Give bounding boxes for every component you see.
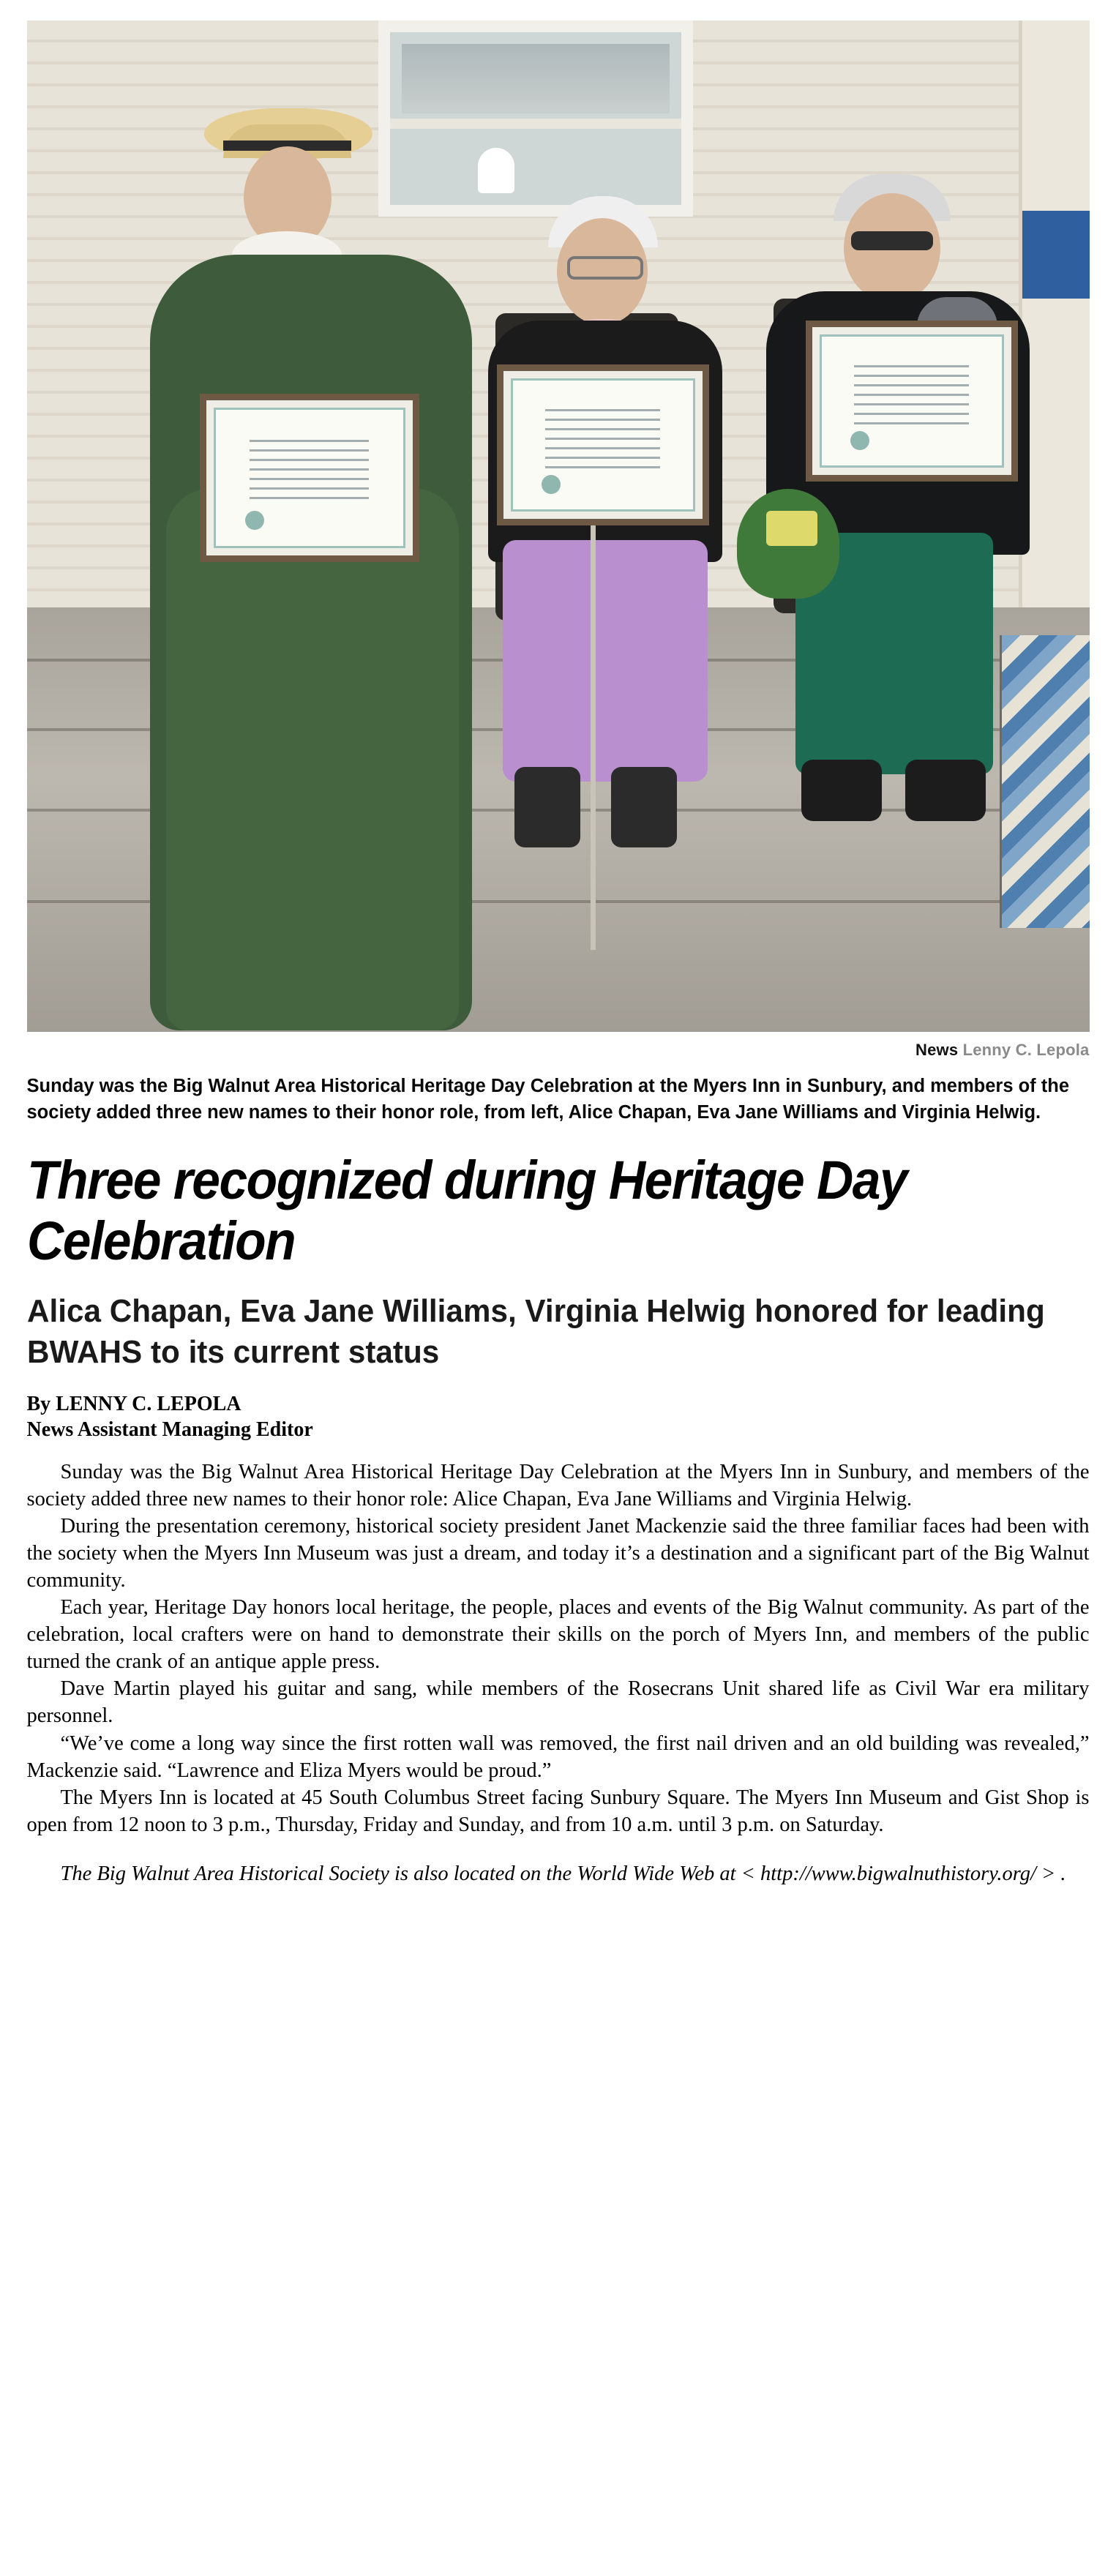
eyeglasses (567, 256, 643, 280)
article-paragraph: Dave Martin played his guitar and sang, while members of the Rosecrans Unit shared life as Civil War era military personnel. (26, 1677, 1090, 1728)
byline-title: News Assistant Managing Editor (26, 1418, 313, 1442)
sunglasses (851, 231, 933, 250)
window-ornament (478, 148, 514, 193)
article-body (27, 1459, 1090, 1838)
certificate-center (497, 364, 709, 525)
tagline-text: The Big Walnut Area Historical Society is also located on the World Wide Web at < http://www.bigwalnuthistory.org/ > . (60, 1862, 1066, 1885)
photo-scene (27, 20, 1090, 1032)
article-subhead: Alica Chapan, Eva Jane Williams, Virginia Helwig honored for leading BWAHS to its current status (26, 1293, 1045, 1370)
article-tagline (27, 1860, 1090, 1887)
window-pane (402, 44, 670, 113)
credit-source: News (915, 1041, 959, 1059)
article-paragraph: During the presentation ceremony, historical society president Janet Mackenzie said the three familiar faces had been with the society when the Myers Inn Museum was just a dream, and today it’s a destination and a significant part of the Big Walnut community. (26, 1515, 1090, 1592)
article-paragraph: Each year, Heritage Day honors local heritage, the people, places and events of the Big Walnut community. As part of the celebration, local crafters were on hand to demonstrate their skills on the porch of Myers Inn, and members of the public turned the crank of an antique apple press. (26, 1596, 1090, 1674)
gift-card (766, 511, 817, 546)
photo-caption: Sunday was the Big Walnut Area Historical Heritage Day Celebration at the Myers Inn in Sunbury, and members of the society added three new names to their honor role, from left, Alice Chapan, Eva Jane Williams and Virginia Helwig. (26, 1076, 1070, 1123)
article-photo (27, 20, 1090, 1032)
lavender-pants (503, 540, 708, 782)
byline-author: By LENNY C. LEPOLA (26, 1393, 241, 1416)
person-eva-jane-williams (481, 196, 730, 972)
credit-photographer: Lenny C. Lepola (962, 1041, 1090, 1059)
blue-wall-section (1022, 211, 1090, 299)
photo-credit (27, 1041, 1090, 1060)
article-paragraph: Sunday was the Big Walnut Area Historical Heritage Day Celebration at the Myers Inn in Sunbury, and members of the society added three new names to their honor role: Alice Chapan, Eva Jane Williams and Virginia Helwig. (26, 1461, 1090, 1511)
person-alice-chapan (137, 108, 481, 1030)
article-paragraph: The Myers Inn is located at 45 South Columbus Street facing Sunbury Square. The Myers Inn Museum and Gist Shop is open from 12 noon to 3 p.m., Thursday, Friday and Sunday, and from 10 a.m. until 3 p.m. on Saturday. (26, 1786, 1090, 1836)
page-title: Three recognized during Heritage Day Celebration (26, 1150, 907, 1272)
article-paragraph: “We’ve come a long way since the first rotten wall was removed, the first nail driven and an old building was revealed,” Mackenzie said. “Lawrence and Eliza Myers would be proud.” (26, 1731, 1090, 1782)
byline (27, 1391, 1090, 1442)
person-virginia-helwig (766, 174, 1030, 957)
certificate-right (806, 321, 1018, 482)
certificate-left (200, 394, 419, 562)
